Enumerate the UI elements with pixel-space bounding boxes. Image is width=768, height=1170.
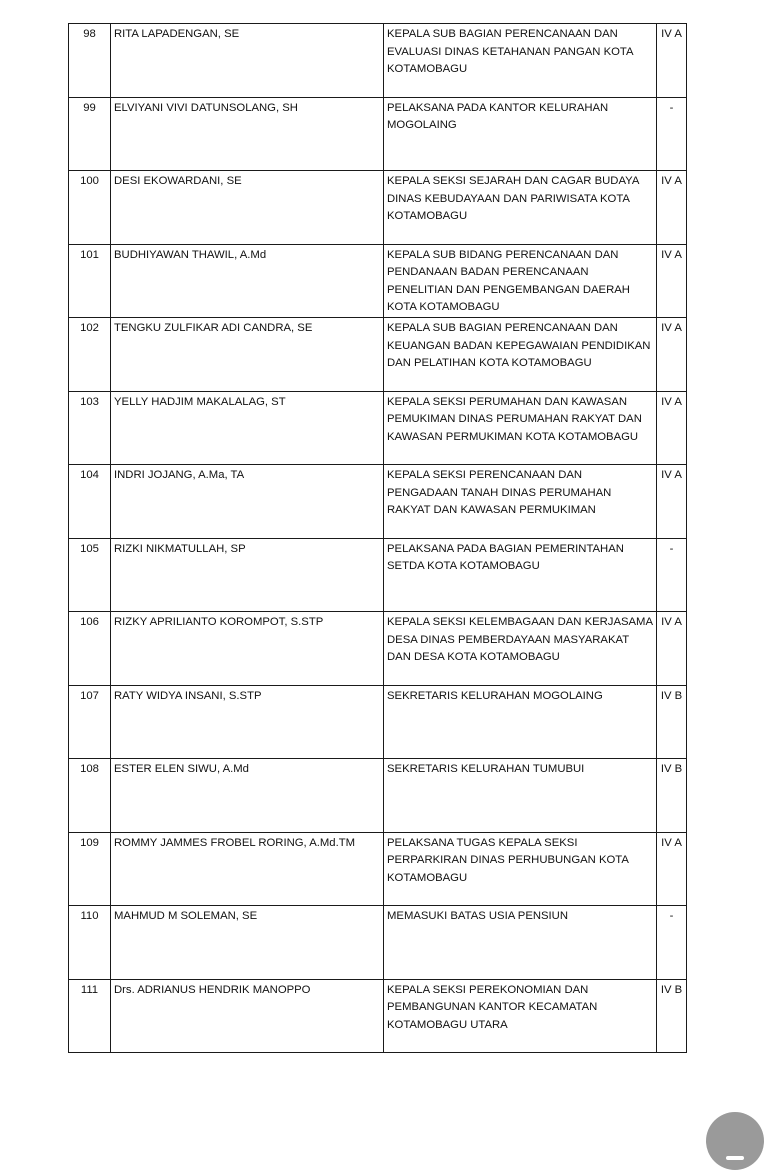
employee-position: PELAKSANA TUGAS KEPALA SEKSI PERPARKIRAN DINAS PERHUBUNGAN KOTA KOTAMOBAGU	[384, 832, 657, 906]
row-number: 98	[69, 24, 111, 98]
table-row	[69, 906, 687, 980]
employee-grade: IV B	[657, 685, 687, 759]
table-row	[69, 24, 687, 98]
employee-name: Drs. ADRIANUS HENDRIK MANOPPO	[111, 979, 384, 1053]
employee-name: MAHMUD M SOLEMAN, SE	[111, 906, 384, 980]
employee-grade: -	[657, 906, 687, 980]
table-row	[69, 612, 687, 686]
employee-name: RATY WIDYA INSANI, S.STP	[111, 685, 384, 759]
employee-position: KEPALA SEKSI PERUMAHAN DAN KAWASAN PEMUKIMAN DINAS PERUMAHAN RAKYAT DAN KAWASAN PERMUKIMAN KOTA KOTAMOBAGU	[384, 391, 657, 465]
employee-position: MEMASUKI BATAS USIA PENSIUN	[384, 906, 657, 980]
employee-grade: IV B	[657, 759, 687, 833]
table-row	[69, 979, 687, 1053]
employee-position: KEPALA SUB BIDANG PERENCANAAN DAN PENDANAAN BADAN PERENCANAAN PENELITIAN DAN PENGEMBANGAN DAERAH KOTA KOTAMOBAGU	[384, 244, 657, 318]
employee-grade: IV A	[657, 391, 687, 465]
employee-grade: IV A	[657, 318, 687, 392]
employee-grade: IV A	[657, 171, 687, 245]
employee-position: SEKRETARIS KELURAHAN MOGOLAING	[384, 685, 657, 759]
table-row	[69, 318, 687, 392]
table-row	[69, 685, 687, 759]
employee-position: PELAKSANA PADA KANTOR KELURAHAN MOGOLAING	[384, 97, 657, 171]
employee-position: KEPALA SEKSI PERENCANAAN DAN PENGADAAN TANAH DINAS PERUMAHAN RAKYAT DAN KAWASAN PERMUKIMAN	[384, 465, 657, 539]
roster-table	[68, 23, 687, 1053]
employee-grade: IV A	[657, 832, 687, 906]
row-number: 109	[69, 832, 111, 906]
employee-name: RITA LAPADENGAN, SE	[111, 24, 384, 98]
employee-name: DESI EKOWARDANI, SE	[111, 171, 384, 245]
row-number: 101	[69, 244, 111, 318]
table-row	[69, 391, 687, 465]
table-row	[69, 832, 687, 906]
employee-position: KEPALA SEKSI SEJARAH DAN CAGAR BUDAYA DINAS KEBUDAYAAN DAN PARIWISATA KOTA KOTAMOBAGU	[384, 171, 657, 245]
employee-name: TENGKU ZULFIKAR ADI CANDRA, SE	[111, 318, 384, 392]
row-number: 99	[69, 97, 111, 171]
table-row	[69, 538, 687, 612]
employee-grade: IV A	[657, 612, 687, 686]
scroll-button[interactable]	[706, 1112, 764, 1170]
employee-name: ELVIYANI VIVI DATUNSOLANG, SH	[111, 97, 384, 171]
employee-name: INDRI JOJANG, A.Ma, TA	[111, 465, 384, 539]
table-row	[69, 244, 687, 318]
employee-name: ESTER ELEN SIWU, A.Md	[111, 759, 384, 833]
row-number: 100	[69, 171, 111, 245]
employee-grade: IV B	[657, 979, 687, 1053]
employee-name: RIZKY APRILIANTO KOROMPOT, S.STP	[111, 612, 384, 686]
employee-grade: -	[657, 538, 687, 612]
employee-name: BUDHIYAWAN THAWIL, A.Md	[111, 244, 384, 318]
employee-position: SEKRETARIS KELURAHAN TUMUBUI	[384, 759, 657, 833]
table-row	[69, 759, 687, 833]
employee-position: KEPALA SEKSI PEREKONOMIAN DAN PEMBANGUNAN KANTOR KECAMATAN KOTAMOBAGU UTARA	[384, 979, 657, 1053]
row-number: 111	[69, 979, 111, 1053]
table-row	[69, 171, 687, 245]
row-number: 110	[69, 906, 111, 980]
row-number: 105	[69, 538, 111, 612]
employee-grade: IV A	[657, 465, 687, 539]
employee-name: RIZKI NIKMATULLAH, SP	[111, 538, 384, 612]
row-number: 107	[69, 685, 111, 759]
employee-grade: -	[657, 97, 687, 171]
employee-position: KEPALA SEKSI KELEMBAGAAN DAN KERJASAMA DESA DINAS PEMBERDAYAAN MASYARAKAT DAN DESA KOTA KOTAMOBAGU	[384, 612, 657, 686]
roster-body	[69, 24, 687, 1053]
row-number: 104	[69, 465, 111, 539]
table-row	[69, 97, 687, 171]
table-row	[69, 465, 687, 539]
employee-grade: IV A	[657, 24, 687, 98]
employee-name: YELLY HADJIM MAKALALAG, ST	[111, 391, 384, 465]
scroll-button-bar	[726, 1156, 744, 1160]
row-number: 103	[69, 391, 111, 465]
employee-name: ROMMY JAMMES FROBEL RORING, A.Md.TM	[111, 832, 384, 906]
employee-position: KEPALA SUB BAGIAN PERENCANAAN DAN KEUANGAN BADAN KEPEGAWAIAN PENDIDIKAN DAN PELATIHAN KOTA KOTAMOBAGU	[384, 318, 657, 392]
row-number: 108	[69, 759, 111, 833]
row-number: 102	[69, 318, 111, 392]
employee-position: KEPALA SUB BAGIAN PERENCANAAN DAN EVALUASI DINAS KETAHANAN PANGAN KOTA KOTAMOBAGU	[384, 24, 657, 98]
employee-position: PELAKSANA PADA BAGIAN PEMERINTAHAN SETDA KOTA KOTAMOBAGU	[384, 538, 657, 612]
employee-grade: IV A	[657, 244, 687, 318]
row-number: 106	[69, 612, 111, 686]
